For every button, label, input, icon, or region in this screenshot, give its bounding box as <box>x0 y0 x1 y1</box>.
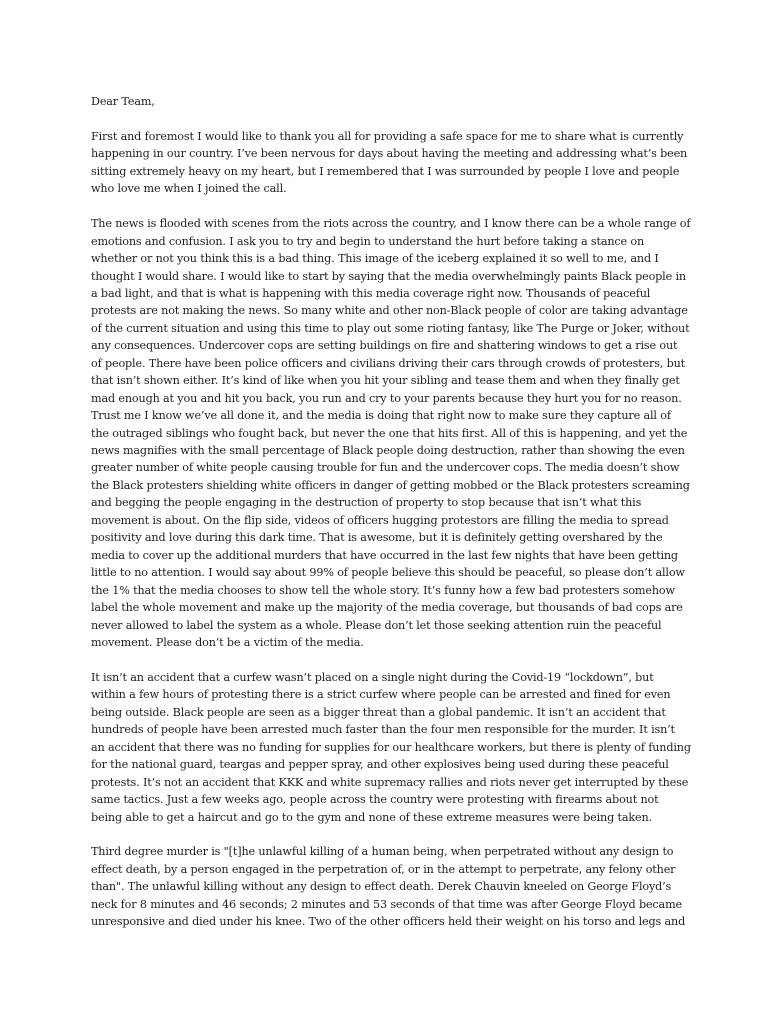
letter-greeting: Dear Team, <box>91 95 155 108</box>
letter-body <box>91 93 691 948</box>
paragraph-third-degree-murder: Third degree murder is "[t]he unlawful killing of a human being, when perpetrated without any design to effect death, by a person engaged in the perpetration of, or in the attempt to perpetrate, any felony other than". The unlawful killing without any design to effect death. Derek Chauvin kneeled on George Floyd’s neck for 8 minutes and 46 seconds; 2 minutes and 53 seconds of that time was after George Floyd became unresponsive and died under his knee. Two of the other officers held their weight on his torso and legs and <box>91 845 686 929</box>
paragraph-media-coverage: The news is flooded with scenes from the riots across the country, and I know there can be a whole range of emotions and confusion. I ask you to try and begin to understand the hurt before taking a stance on whether or not you think this is a bad thing. This image of the iceberg explained it so well to me, and I thought I would share. I would like to start by saying that the media overwhelmingly paints Black people in a bad light, and that is what is happening with this media coverage right now. Thousands of peaceful protests are not making the news. So many white and other non-Black people of color are taking advantage of the current situation and using this time to play out some rioting fantasy, like The Purge or Joker, without any consequences. Undercover cops are setting buildings on fire and shattering windows to get a rise out of people. There have been police officers and civilians driving their cars through crowds of protesters, but that isn’t shown either. It’s kind of like when you hit your sibling and tease them and when they finally get mad enough at you and hit you back, you run and cry to your parents because they hurt you for no reason. Trust me I know we’ve all done it, and the media is doing that right now to make sure they capture all of the outraged siblings who fought back, but never the one that hits first. All of this is happening, and yet the news magnifies with the small percentage of Black people doing destruction, rather than showing the even greater number of white people causing trouble for fun and the undercover cops. The media doesn’t show the Black protesters shielding white officers in danger of getting mobbed or the Black protesters screaming and begging the people engaging in the destruction of property to stop because that isn’t what this movement is about. On the flip side, videos of officers hugging protestors are filling the media to spread positivity and love during this dark time. That is awesome, but it is definitely getting overshared by the media to cover up the additional murders that have occurred in the last few nights that have been getting little to no attention. I would say about 99% of people believe this should be peaceful, so please don’t allow the 1% that the media chooses to show tell the whole story. It’s funny how a few bad protesters somehow label the whole movement and make up the majority of the media coverage, but thousands of bad cops are never allowed to label the system as a whole. Please don’t let those seeking attention ruin the peaceful movement. Please don’t be a victim of the media. <box>91 217 691 650</box>
paragraph-not-an-accident: It isn’t an accident that a curfew wasn’t placed on a single night during the Covid-19 “lockdown”, but within a few hours of protesting there is a strict curfew where people can be arrested and fined for even being outside. Black people are seen as a bigger threat than a global pandemic. It isn’t an accident that hundreds of people have been arrested much faster than the four men responsible for the murder. It isn’t an accident that there was no funding for supplies for our healthcare workers, but there is plenty of funding for the national guard, teargas and pepper spray, and other explosives being used during these peaceful protests. It’s not an accident that KKK and white supremacy rallies and riots never get interrupted by these same tactics. Just a few weeks ago, people across the country were protesting with firearms about not being able to get a haircut and go to the gym and none of these extreme measures were being taken. <box>91 670 691 824</box>
paragraph-gratitude: First and foremost I would like to thank you all for providing a safe space for me to share what is currently happening in our country. I’ve been nervous for days about having the meeting and addressing what’s been sitting extremely heavy on my heart, but I remembered that I was surrounded by people I love and people who love me when I joined the call. <box>91 129 688 196</box>
